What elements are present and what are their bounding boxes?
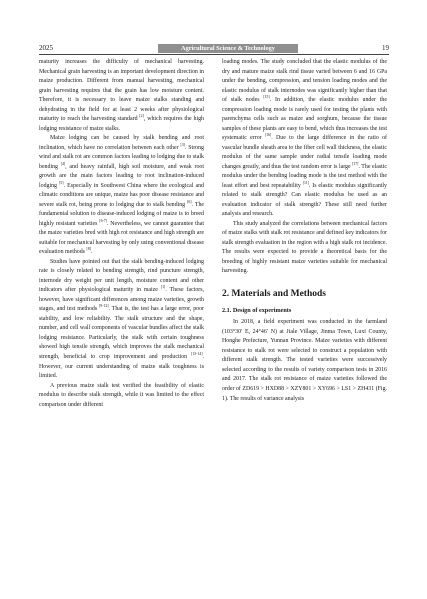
paragraph: loading modes. The study concluded that the elastic modulus of the dry and mature maize stalk rind tissue varied between 6 and 16 GPa under the bending, compression, and tension loading modes and the elastic modulus of stalk internodes was significantly higher than that of stalk nodes [15]. In addition, the elastic modulus under the compression loading mode is rarely used for testing the plants with parenchyma cells such as maize and sorghum, because the tissue samples of these plants are easy to bend, which thus increases the test systematic error [16]. Due to the large difference in the ratio of vascular bundle sheath area to the fiber cell wall thickness, the elastic modulus of the same sample under radial tensile loading mode changes greatly, and thus the test random error is large [17]. The elastic modulus under the bending loading mode is the test method with the least effort and best repeatability [11]. Is elastic modulus significantly related to stalk strength? Can elastic modulus be used as an evaluation indicator of stalk strength? These still need further analysis and research. bbox=[222, 59, 387, 218]
running-header bbox=[39, 44, 389, 53]
paragraph: In 2018, a field experiment was conducted in the farmland (103°30′ E, 24°46′ N) at Jiale Village, Jinma Town, Luxi County, Honghe Prefecture, Yunnan Province. Maize varieties with different resistance to stalk rot were selected to construct a population with different stalk strength. The tested varieties were successively selected according to the results of variety comparison tests in 2016 and 2017. The stalk rot resistance of maize varieties followed the order of ZD619 > HXD88 > XZY801 > XY696 > LS1 > ZH431 (Fig. 1). The results of variance analysis bbox=[222, 319, 387, 402]
section-heading: 2. Materials and Methods bbox=[222, 288, 326, 299]
citation-ref: [15] bbox=[263, 95, 270, 100]
citation-ref: [1] bbox=[160, 285, 166, 290]
header-rule bbox=[39, 54, 389, 55]
citation-ref: [3] bbox=[180, 142, 185, 147]
citation-ref: [16] bbox=[264, 133, 272, 138]
journal-title: Agricultural Science & Technology bbox=[181, 45, 275, 52]
citation-ref: [17] bbox=[352, 161, 359, 166]
journal-title-bar bbox=[158, 44, 298, 53]
citation-ref: [4] bbox=[60, 161, 66, 166]
citation-ref: [11] bbox=[302, 180, 309, 185]
citation-ref: [2] bbox=[139, 114, 144, 119]
citation-ref: [13-14] bbox=[191, 352, 203, 357]
paragraph: maturity increases the difficulty of mechanical harvesting. Mechanical grain harvesting is an important development direction in maize production. Different from manual harvesting, mechanical grain harvesting requires that the grain has low moisture content. Therefore, it is necessary to leave maize stalks standing and dehydrating in the field for at least 2 weeks after physiological maturity to reach the harvesting standard [2], which requires the high lodging resistance of maize stalks. bbox=[39, 59, 204, 132]
paragraph: Studies have pointed out that the stalk bending-induced lodging rate is closely related to bending strength, rind puncture strength, internode dry weight per unit length, moisture content and other indicators after physiological maturity in maize [1]. These factors, however, have significant differences among maize varieties, growth stages, and test methods [9-12]. That is, the test has a large error, poor stability, and low reliability. The stalk structure and the shape, number, and cell wall components of vascular bundles affect the stalk lodging resistance. Particularly, the stalk with certain toughness showed high tensile strength, which improves the stalk mechanical strength, beneficial to crop improvement and production [13-14]. However, our current understanding of maize stalk toughness is limited. bbox=[39, 258, 204, 380]
paragraph: Maize lodging can be caused by stalk bending and root inclination, which have no correlation between each other [3]. Strong wind and stalk rot are common factors leading to lodging due to stalk bending [4], and heavy rainfall, high soil moisture, and weak root growth are the main factors leading to root inclination-induced lodging [5]. Especially in Southwest China where the ecological and climatic conditions are unique, maize has poor disease resistance and severe stalk rot, being prone to lodging due to stalk bending [6]. The fundamental solution to disease-induced lodging of maize is to breed highly resistant varieties [6-7]. Nevertheless, we cannot guarantee that the maize varieties bred with high rot resistance and high strength are suitable for mechanical harvesting by only using conventional disease evaluation methods [8]. bbox=[39, 135, 204, 256]
subsection-heading: 2.1. Design of experiments bbox=[222, 306, 292, 314]
right-column bbox=[222, 58, 387, 578]
citation-ref: [6] bbox=[187, 199, 192, 204]
left-column bbox=[39, 58, 204, 578]
citation-ref: [9-12] bbox=[99, 304, 109, 309]
citation-ref: [5] bbox=[59, 180, 64, 185]
citation-ref: [8] bbox=[86, 247, 91, 252]
paragraph: This study analyzed the correlations between mechanical factors of maize stalks with stalk rot resistance and defined key indicators for stalk strength evaluation in the region with a high stalk rot incidence. The results were expected to provide a theoretical basis for the breeding of highly resistant maize varieties suitable for mechanical harvesting. bbox=[222, 220, 387, 275]
page-number: 19 bbox=[382, 44, 389, 52]
header-year: 2025 bbox=[39, 44, 53, 52]
citation-ref: [6-7] bbox=[99, 218, 107, 223]
paragraph: A previous maize stalk test verified the feasibility of elastic modulus to describe stalk strength, while it was limited to the effect comparison under different bbox=[39, 382, 204, 408]
